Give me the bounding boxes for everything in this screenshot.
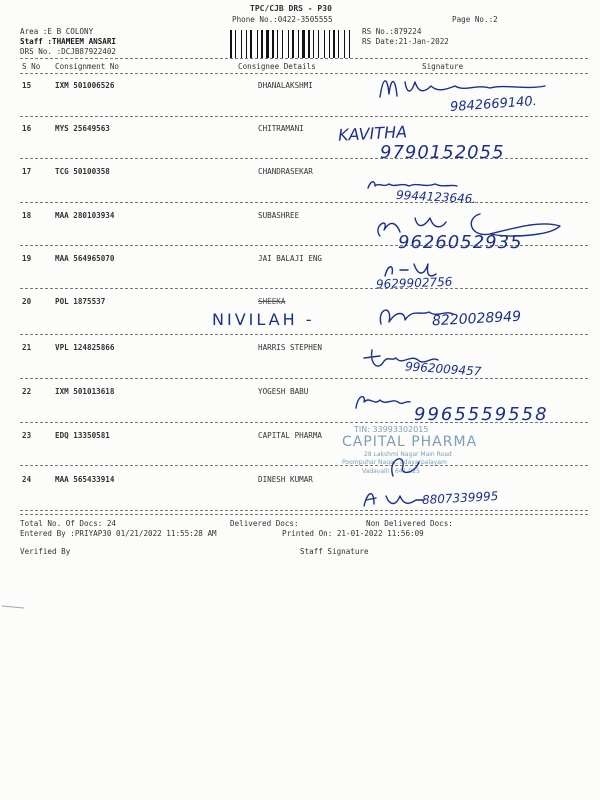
row-consignment: IXM 501006526 (55, 81, 115, 90)
row-sno: 17 (22, 167, 32, 176)
barcode-bar (298, 30, 299, 58)
row-consignment: IXM 501013618 (55, 387, 115, 396)
row-consignee: CAPITAL PHARMA (258, 431, 323, 440)
barcode-bar (349, 30, 350, 58)
stamp-line: Poompuhar Nagar, Edayarpalayam (342, 459, 447, 466)
barcode-bar (235, 30, 236, 58)
row-consignee: YOGESH BABU (258, 387, 309, 396)
row-consignment: TCG 50100358 (55, 167, 110, 176)
row-consignee: SUBASHREE (258, 211, 300, 220)
col-consignment: Consignment No (55, 62, 120, 71)
stamp-line: Vadavalli - 641 025 (362, 468, 420, 475)
row-sno: 22 (22, 387, 32, 396)
barcode-bar (230, 30, 232, 58)
stamp-name: CAPITAL PHARMA (342, 434, 478, 450)
drs-title: TPC/CJB DRS - P30 (250, 4, 332, 13)
row-divider (20, 288, 588, 289)
barcode-bar (329, 30, 330, 58)
footer-divider (20, 514, 588, 515)
barcode (230, 30, 353, 58)
signature-24 (360, 486, 430, 510)
signature-phone: 9629902756 (375, 274, 453, 292)
barcode-bar (266, 30, 269, 58)
barcode-bar (250, 30, 252, 58)
rs-date: RS Date:21-Jan-2022 (362, 37, 449, 46)
row-sno: 21 (22, 343, 32, 352)
stamp-tin: TIN: 33993302015 (354, 425, 429, 434)
barcode-bar (257, 30, 258, 58)
barcode-bar (261, 30, 263, 58)
row-divider (20, 202, 588, 203)
row-consignee: DINESH KUMAR (258, 475, 313, 484)
printed-on: Printed On: 21-01-2022 11:56:09 (282, 529, 424, 538)
row-consignment: MAA 565433914 (55, 475, 115, 484)
row-divider (20, 465, 588, 466)
staff-label: Staff :THAMEEM ANSARI (20, 37, 117, 46)
barcode-bar (302, 30, 305, 58)
barcode-bar (277, 30, 278, 58)
signature-phone: 9965559558 (414, 404, 549, 425)
row-divider (20, 116, 588, 117)
barcode-bar (338, 30, 339, 58)
barcode-bar (333, 30, 335, 58)
signature-phone: 9842669140. (449, 93, 538, 116)
total-docs: Total No. Of Docs: 24 (20, 519, 117, 528)
row-consignee: SHEEKA (258, 297, 286, 306)
rs-number: RS No.:879224 (362, 27, 422, 36)
row-consignment: MAA 280103934 (55, 211, 115, 220)
col-consignee: Consignee Details (238, 62, 316, 71)
table-end-divider (20, 510, 588, 511)
row-sno: 16 (22, 124, 32, 133)
row-consignee: CHITRAMANI (258, 124, 304, 133)
row-consignment: MYS 25649563 (55, 124, 110, 133)
row-consignee: HARRIS STEPHEN (258, 343, 323, 352)
entered-by: Entered By :PRIYAP30 01/21/2022 11:55:28 AM (20, 529, 217, 538)
barcode-bar (324, 30, 325, 58)
non-delivered-docs: Non Delivered Docs: (366, 519, 453, 528)
signature-22 (352, 390, 412, 412)
signature-23 (385, 450, 425, 480)
barcode-bar (318, 30, 319, 58)
signature-phone: 9790152055 (380, 142, 505, 163)
barcode-bar (272, 30, 274, 58)
row-divider (20, 378, 588, 379)
area-label: Area :E B COLONY (20, 27, 94, 36)
barcode-bar (313, 30, 314, 58)
page-number: Page No.:2 (452, 15, 498, 24)
signature-phone: 8220028949 (431, 308, 522, 330)
barcode-bar (288, 30, 289, 58)
row-consignee: DHANALAKSHMI (258, 81, 313, 90)
row-divider (20, 334, 588, 335)
row-sno: 24 (22, 475, 32, 484)
row-sno: 23 (22, 431, 32, 440)
col-signature: Signature (422, 62, 464, 71)
header-divider (20, 58, 588, 59)
drs-number: DRS No. :DCJB87922402 (20, 47, 117, 56)
barcode-bar (292, 30, 294, 58)
row-sno: 20 (22, 297, 32, 306)
row-consignment: MAA 564965070 (55, 254, 115, 263)
row-sno: 18 (22, 211, 32, 220)
delivered-docs: Delivered Docs: (230, 519, 299, 528)
signature-phone: 9962009457 (404, 359, 482, 379)
verified-by: Verified By (20, 547, 71, 556)
row-consignment: VPL 124825866 (55, 343, 115, 352)
row-consignment: POL 1875537 (55, 297, 106, 306)
row-consignee: JAI BALAJI ENG (258, 254, 323, 263)
signature-phone: 9944123646. (395, 187, 477, 207)
margin-mark (0, 600, 30, 612)
row-sno: 15 (22, 81, 32, 90)
barcode-bar (308, 30, 310, 58)
row-consignee: CHANDRASEKAR (258, 167, 313, 176)
row-consignment: EDQ 13350581 (55, 431, 110, 440)
barcode-bar (246, 30, 247, 58)
signature-phone: 9626052935 (398, 232, 523, 253)
signature-name: NIVILAH - (212, 310, 315, 329)
stamp-line: 28 Lakshmi Nagar Main Road (364, 451, 452, 458)
row-sno: 19 (22, 254, 32, 263)
barcode-bar (344, 30, 345, 58)
barcode-bar (241, 30, 242, 58)
col-sno: S No (22, 62, 41, 71)
barcode-bar (282, 30, 283, 58)
phone-number: Phone No.:0422-3505555 (232, 15, 333, 24)
staff-signature: Staff Signature (300, 547, 369, 556)
signature-name: KAVITHA (337, 122, 408, 145)
signature-phone: 8807339995 (421, 489, 499, 507)
